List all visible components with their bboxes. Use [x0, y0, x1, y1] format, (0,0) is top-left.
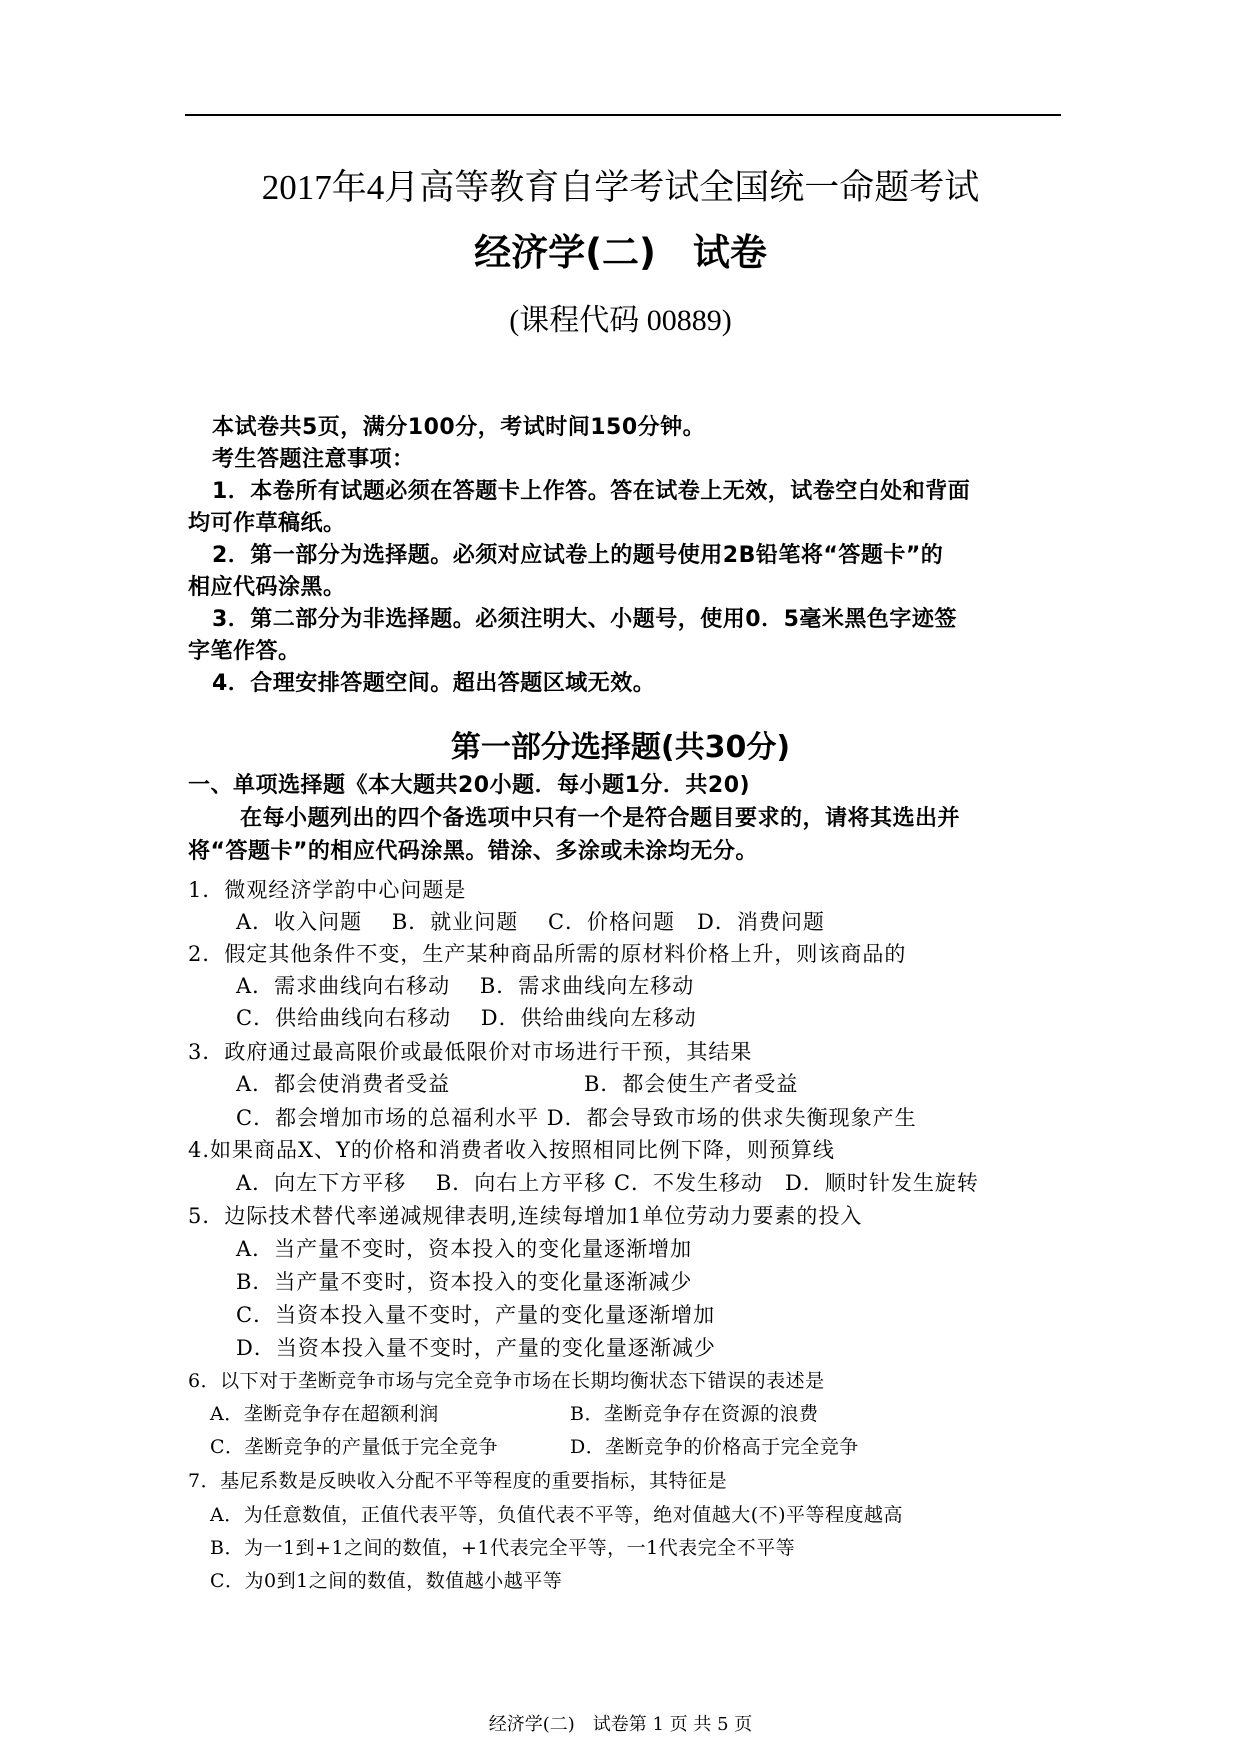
question-3-option-a: A．都会使消费者受益 [236, 1072, 451, 1096]
question-5-option-b: B．当产量不变时，资本投入的变化量逐渐减少 [236, 1270, 693, 1294]
notice-heading: 考生答题注意事项： [212, 447, 415, 472]
question-6-option-a: A．垄断竞争存在超额利润 [210, 1403, 439, 1425]
page-footer: 经济学(二) 试卷第 1 页 共 5 页 [488, 1714, 753, 1735]
header-rule [185, 114, 1061, 116]
question-5: 5．边际技术替代率递减规律表明,连续每增加1单位劳动力要素的投入 [188, 1204, 863, 1228]
question-3-options-cd: C．都会增加市场的总福利水平 D．都会导致市场的供求失衡现象产生 [236, 1106, 917, 1130]
question-2: 2．假定其他条件不变，生产某种商品所需的原材料价格上升，则该商品的 [188, 942, 907, 966]
notice-summary: 本试卷共5页，满分100分，考试时间150分钟。 [212, 415, 706, 440]
question-4-options: A．向左下方平移 B．向右上方平移 C．不发生移动 D．顺时针发生旋转 [236, 1171, 979, 1195]
question-1: 1．微观经济学韵中心问题是 [188, 878, 467, 902]
paper-title: 经济学(二) 试卷 [474, 231, 767, 274]
question-2-options-ab: A．需求曲线向右移动 B．需求曲线向左移动 [236, 974, 695, 998]
question-2-options-cd: C．供给曲线向右移动 D．供给曲线向左移动 [236, 1006, 697, 1030]
question-7: 7．基尼系数是反映收入分配不平等程度的重要指标，其特征是 [188, 1470, 728, 1492]
question-7-option-a: A．为任意数值，正值代表平等，负值代表不平等，绝对值越大(不)平等程度越高 [210, 1504, 904, 1526]
course-code: (课程代码 00889) [509, 304, 732, 337]
notice-item-2: 2．第一部分为选择题。必须对应试卷上的题号使用2B铅笔将“答题卡”的 [212, 543, 944, 568]
notice-item-3: 3．第二部分为非选择题。必须注明大、小题号，使用0．5毫米黑色字迹签 [212, 607, 957, 632]
question-7-option-c: C．为0到1之间的数值，数值越小越平等 [210, 1570, 563, 1592]
question-6-option-d: D．垄断竞争的价格高于完全竞争 [570, 1436, 859, 1458]
exam-title: 2017年4月高等教育自学考试全国统一命题考试 [261, 168, 980, 207]
question-3-option-b: B．都会使生产者受益 [584, 1072, 799, 1096]
question-6-option-b: B．垄断竞争存在资源的浪费 [570, 1403, 819, 1425]
question-5-option-a: A．当产量不变时，资本投入的变化量逐渐增加 [236, 1237, 693, 1261]
notice-item-3-cont: 字笔作答。 [188, 639, 301, 664]
notice-item-1: 1．本卷所有试题必须在答题卡上作答。答在试卷上无效，试卷空白处和背面 [212, 479, 971, 504]
question-4: 4.如果商品X、Y的价格和消费者收入按照相同比例下降，则预算线 [188, 1138, 835, 1162]
notice-item-1-cont: 均可作草稿纸。 [188, 511, 346, 536]
question-6-option-c: C．垄断竞争的产量低于完全竞争 [210, 1436, 499, 1458]
section-instruction: 在每小题列出的四个备选项中只有一个是符合题目要求的，请将其选出并 [240, 806, 961, 831]
notice-item-2-cont: 相应代码涂黑。 [188, 575, 346, 600]
question-5-option-d: D．当资本投入量不变时，产量的变化量逐渐减少 [236, 1336, 716, 1360]
section-heading: 一、单项选择题《本大题共20小题．每小题1分．共20) [188, 773, 751, 798]
question-6: 6．以下对于垄断竞争市场与完全竞争市场在长期均衡状态下错误的表述是 [188, 1370, 825, 1392]
question-7-option-b: B．为一1到+1之间的数值，+1代表完全平等，一1代表完全不平等 [210, 1537, 796, 1559]
section-instruction-cont: 将“答题卡”的相应代码涂黑。错涂、多涂或未涂均无分。 [188, 839, 758, 864]
question-3: 3．政府通过最高限价或最低限价对市场进行干预，其结果 [188, 1040, 753, 1064]
section-title: 第一部分选择题(共30分) [450, 730, 791, 765]
question-5-option-c: C．当资本投入量不变时，产量的变化量逐渐增加 [236, 1303, 716, 1327]
question-1-options: A．收入问题 B．就业问题 C．价格问题 D．消费问题 [236, 910, 825, 934]
notice-item-4: 4．合理安排答题空间。超出答题区域无效。 [212, 671, 656, 696]
